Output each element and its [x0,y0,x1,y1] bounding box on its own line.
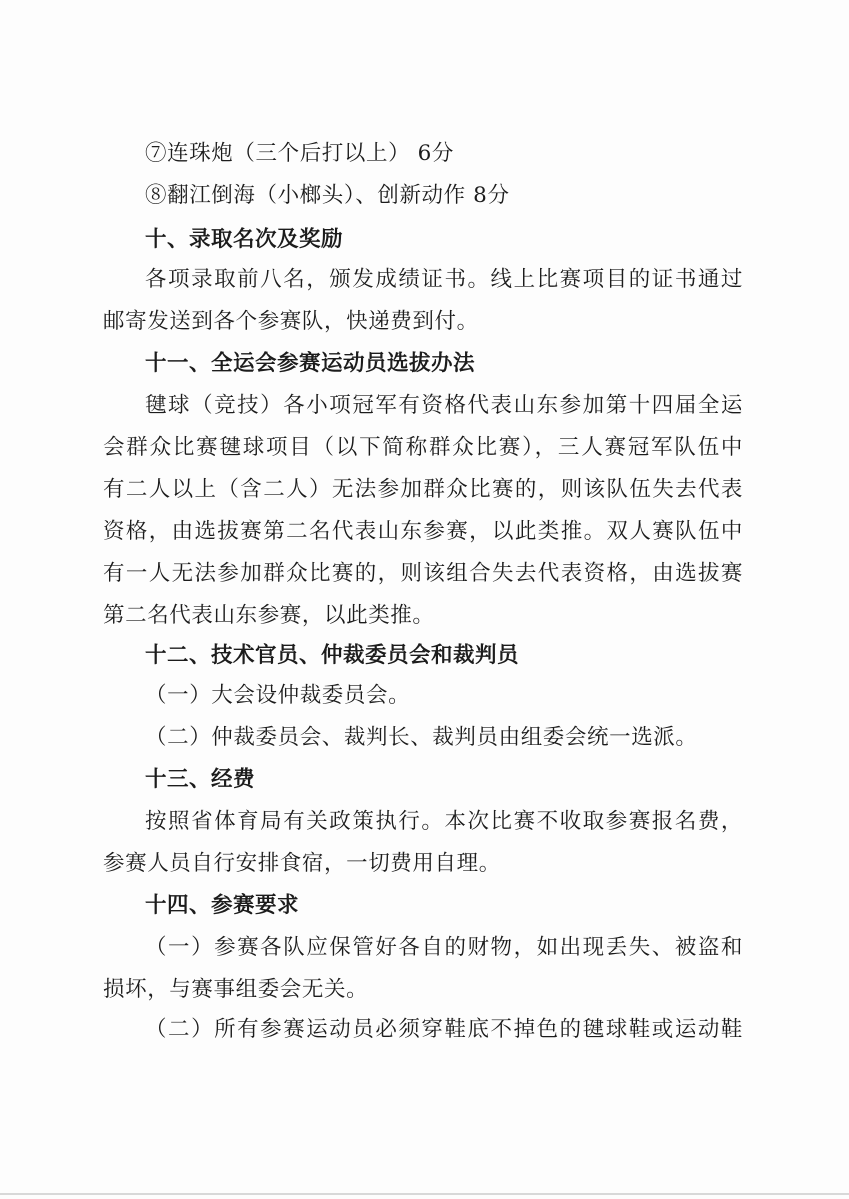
paragraph-line: 有一人无法参加群众比赛的，则该组合失去代表资格，由选拔赛 [103,561,743,586]
section-heading-14: 十四、参赛要求 [145,893,300,918]
scoring-item-7: ⑦连珠炮（三个后打以上） 6分 [145,141,455,166]
section-heading-10: 十、录取名次及奖励 [145,227,344,252]
paragraph-line: 各项录取前八名，颁发成绩证书。线上比赛项目的证书通过 [145,267,743,292]
paragraph-line: （一）大会设仲裁委员会。 [145,683,411,708]
paragraph-line: （二）仲裁委员会、裁判长、裁判员由组委会统一选派。 [145,725,698,750]
section-heading-11: 十一、全运会参赛运动员选拔办法 [145,351,476,376]
paragraph-line: （一）参赛各队应保管好各自的财物，如出现丢失、被盗和 [145,935,743,960]
paragraph-line: 第二名代表山东参赛，以此类推。 [103,603,435,628]
paragraph-line: 会群众比赛毽球项目（以下简称群众比赛），三人赛冠军队伍中 [103,435,743,460]
paragraph-line: 按照省体育局有关政策执行。本次比赛不收取参赛报名费， [145,809,743,834]
paragraph-line: 参赛人员自行安排食宿，一切费用自理。 [103,851,501,876]
paragraph-line: 有二人以上（含二人）无法参加群众比赛的，则该队伍失去代表 [103,477,743,502]
paragraph-line: 资格，由选拔赛第二名代表山东参赛，以此类推。双人赛队伍中 [103,519,743,544]
section-heading-12: 十二、技术官员、仲裁委员会和裁判员 [145,643,520,668]
paragraph-line: （二）所有参赛运动员必须穿鞋底不掉色的毽球鞋或运动鞋 [145,1017,743,1042]
page-bottom-edge [0,1193,849,1195]
paragraph-line: 损坏，与赛事组委会无关。 [103,977,369,1002]
paragraph-line: 毽球（竞技）各小项冠军有资格代表山东参加第十四届全运 [145,393,743,418]
paragraph-line: 邮寄发送到各个参赛队，快递费到付。 [103,309,479,334]
section-heading-13: 十三、经费 [145,767,256,792]
scoring-item-8: ⑧翻江倒海（小榔头）、创新动作 8分 [145,183,510,208]
